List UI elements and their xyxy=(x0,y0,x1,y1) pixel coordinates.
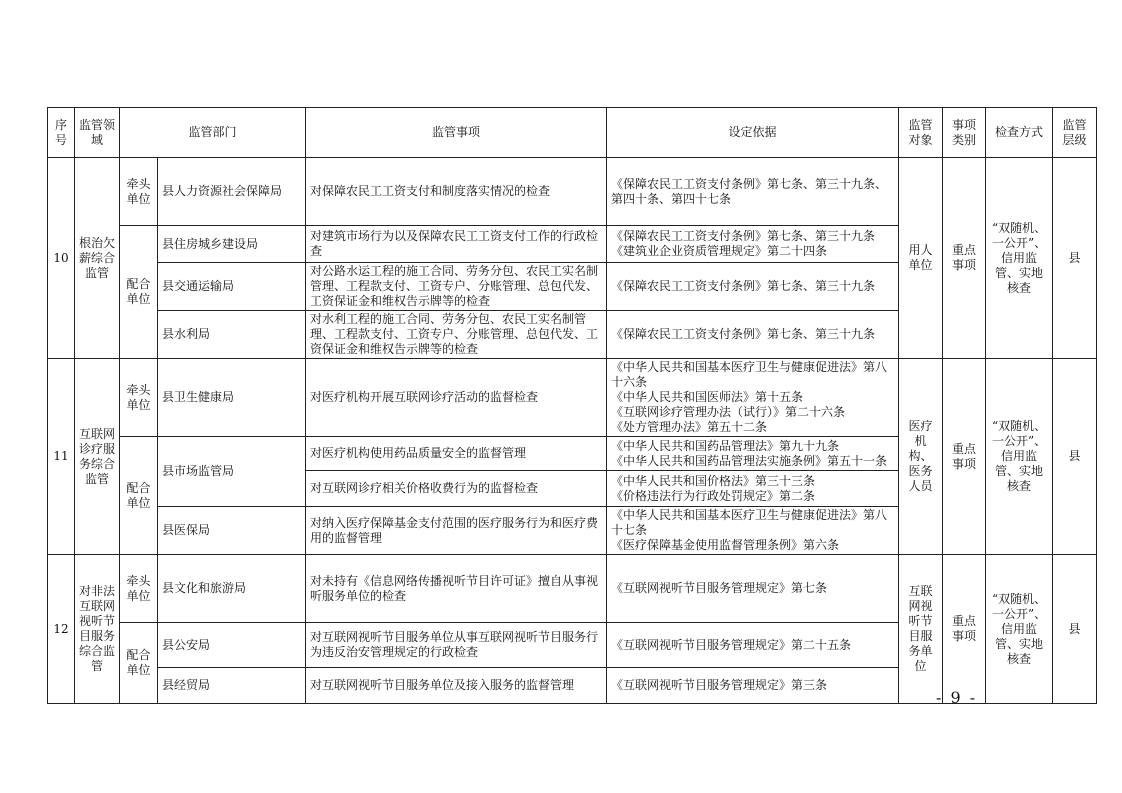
method-cell: “双随机、一公开”、信用监管、实地核查 xyxy=(986,158,1053,359)
header-category: 事项类别 xyxy=(943,108,986,158)
method-cell: “双随机、一公开”、信用监管、实地核查 xyxy=(986,555,1053,704)
header-row xyxy=(48,108,1097,158)
category-cell: 重点事项 xyxy=(943,158,986,359)
item-cell: 对公路水运工程的施工合同、劳务分包、农民工实名制管理、工程款支付、工资专户、分账管理、总包代发、工资保证金和维权告示牌等的检查 xyxy=(306,263,607,311)
supervision-table xyxy=(47,107,1097,704)
dept-cell: 县水利局 xyxy=(158,311,306,359)
basis-cell: 《保障农民工工资支付条例》第七条、第三十九条 xyxy=(607,311,899,359)
item-cell: 对互联网诊疗相关价格收费行为的监督检查 xyxy=(306,471,607,507)
item-cell: 对医疗机构使用药品质量安全的监督管理 xyxy=(306,437,607,471)
dept-cell: 县住房城乡建设局 xyxy=(158,226,306,263)
domain-cell: 根治欠薪综合监管 xyxy=(75,158,120,359)
item-cell: 对互联网视听节目服务单位及接入服务的监督管理 xyxy=(306,668,607,704)
dept-cell: 县市场监管局 xyxy=(158,437,306,507)
header-method: 检查方式 xyxy=(986,108,1053,158)
table-row xyxy=(48,359,1097,437)
target-cell: 互联网视听节目服务单位 xyxy=(899,555,943,704)
header-basis: 设定依据 xyxy=(607,108,899,158)
lead-unit-label: 牵头单位 xyxy=(120,359,158,437)
domain-cell: 对非法互联网视听节目服务综合监管 xyxy=(75,555,120,704)
header-dept: 监管部门 xyxy=(120,108,306,158)
item-cell: 对医疗机构开展互联网诊疗活动的监督检查 xyxy=(306,359,607,437)
level-cell: 县 xyxy=(1053,359,1097,555)
item-cell: 对水利工程的施工合同、劳务分包、农民工实名制管理、工程款支付、工资专户、分账管理、总包代发、工资保证金和维权告示牌等的检查 xyxy=(306,311,607,359)
page-number: - 9 - xyxy=(936,688,978,707)
header-seq: 序号 xyxy=(48,108,75,158)
coop-unit-label: 配合单位 xyxy=(120,437,158,555)
target-cell: 医疗机构、医务人员 xyxy=(899,359,943,555)
basis-cell: 《保障农民工工资支付条例》第七条、第三十九条、第四十条、第四十七条 xyxy=(607,158,899,226)
table-row xyxy=(48,158,1097,226)
basis-cell: 《保障农民工工资支付条例》第七条、第三十九条 xyxy=(607,263,899,311)
basis-cell: 《互联网视听节目服务管理规定》第七条 xyxy=(607,555,899,623)
domain-cell: 互联网诊疗服务综合监管 xyxy=(75,359,120,555)
basis-cell: 《中华人民共和国药品管理法》第九十九条 《中华人民共和国药品管理法实施条例》第五十一条 xyxy=(607,437,899,471)
table-row xyxy=(48,555,1097,623)
dept-cell: 县人力资源社会保障局 xyxy=(158,158,306,226)
seq-cell: 11 xyxy=(48,359,75,555)
level-cell: 县 xyxy=(1053,158,1097,359)
basis-cell: 《保障农民工工资支付条例》第七条、第三十九条 《建筑业企业资质管理规定》第二十四条 xyxy=(607,226,899,263)
lead-unit-label: 牵头单位 xyxy=(120,555,158,623)
item-cell: 对互联网视听节目服务单位从事互联网视听节目服务行为违反治安管理规定的行政检查 xyxy=(306,623,607,668)
coop-unit-label: 配合单位 xyxy=(120,623,158,704)
basis-cell: 《中华人民共和国价格法》第三十三条 《价格违法行为行政处罚规定》第二条 xyxy=(607,471,899,507)
header-target: 监管对象 xyxy=(899,108,943,158)
category-cell: 重点事项 xyxy=(943,555,986,704)
header-domain: 监管领域 xyxy=(75,108,120,158)
method-cell: “双随机、一公开”、信用监管、实地核查 xyxy=(986,359,1053,555)
dept-cell: 县卫生健康局 xyxy=(158,359,306,437)
level-cell: 县 xyxy=(1053,555,1097,704)
item-cell: 对纳入医疗保障基金支付范围的医疗服务行为和医疗费用的监督管理 xyxy=(306,507,607,555)
coop-unit-label: 配合单位 xyxy=(120,226,158,359)
dept-cell: 县公安局 xyxy=(158,623,306,668)
dept-cell: 县交通运输局 xyxy=(158,263,306,311)
basis-cell: 《互联网视听节目服务管理规定》第三条 xyxy=(607,668,899,704)
basis-cell: 《中华人民共和国基本医疗卫生与健康促进法》第八十七条 《医疗保障基金使用监督管理条例》第六条 xyxy=(607,507,899,555)
lead-unit-label: 牵头单位 xyxy=(120,158,158,226)
basis-cell: 《互联网视听节目服务管理规定》第二十五条 xyxy=(607,623,899,668)
basis-cell: 《中华人民共和国基本医疗卫生与健康促进法》第八十六条 《中华人民共和国医师法》第十五条 《互联网诊疗管理办法（试行）》第二十六条 《处方管理办法》第五十二条 xyxy=(607,359,899,437)
item-cell: 对保障农民工工资支付和制度落实情况的检查 xyxy=(306,158,607,226)
item-cell: 对建筑市场行为以及保障农民工工资支付工作的行政检查 xyxy=(306,226,607,263)
target-cell: 用人单位 xyxy=(899,158,943,359)
header-level: 监管层级 xyxy=(1053,108,1097,158)
seq-cell: 10 xyxy=(48,158,75,359)
dept-cell: 县经贸局 xyxy=(158,668,306,704)
seq-cell: 12 xyxy=(48,555,75,704)
category-cell: 重点事项 xyxy=(943,359,986,555)
dept-cell: 县文化和旅游局 xyxy=(158,555,306,623)
dept-cell: 县医保局 xyxy=(158,507,306,555)
item-cell: 对未持有《信息网络传播视听节目许可证》擅自从事视听服务单位的检查 xyxy=(306,555,607,623)
header-item: 监管事项 xyxy=(306,108,607,158)
